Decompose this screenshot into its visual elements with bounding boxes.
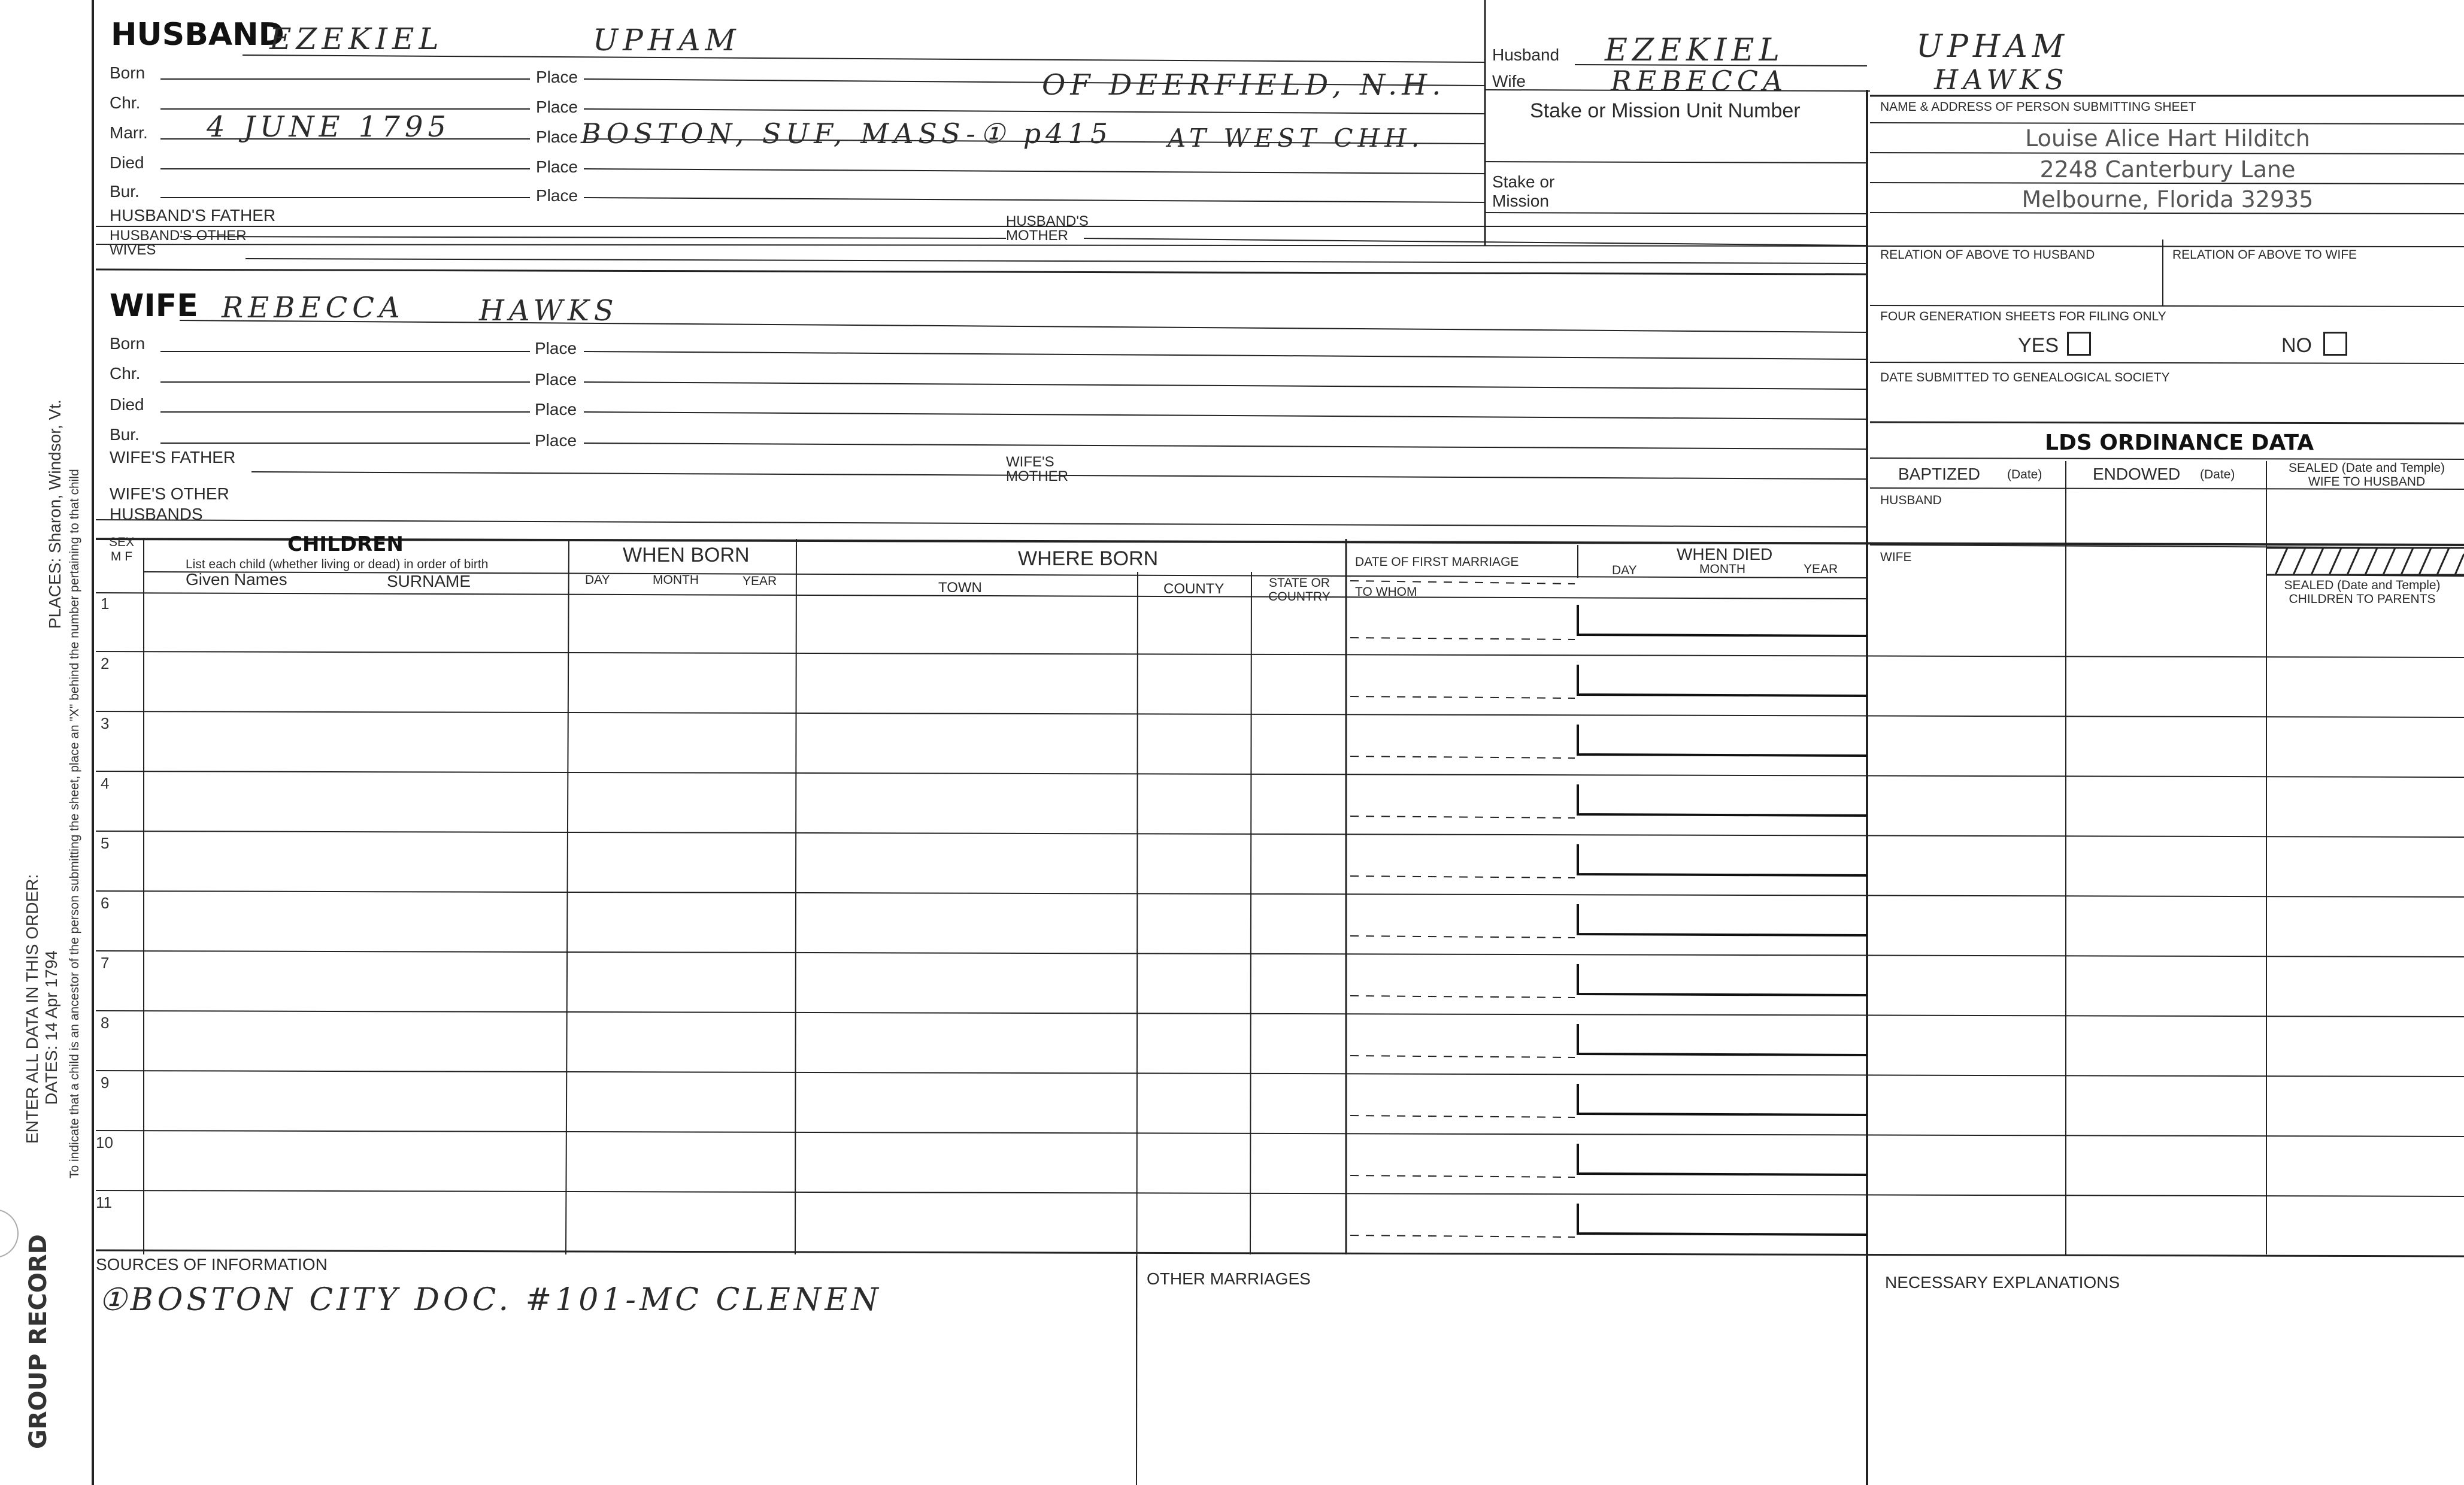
child-row-number: 3 [101, 714, 110, 732]
husband-given-name[interactable]: EZEKIEL [269, 22, 444, 56]
first-marriage-header: DATE OF FIRST MARRIAGE [1355, 555, 1519, 569]
husband-chr-label: Chr. [110, 93, 141, 112]
wife-bur-label: Bur. [110, 425, 140, 444]
child-row-number: 10 [96, 1134, 113, 1151]
sex-column-label: SEX M F [108, 535, 135, 564]
submitter-city[interactable]: Melbourne, Florida 32935 [2021, 186, 2314, 213]
child-row-number: 2 [101, 654, 110, 672]
summary-wife-given[interactable]: REBECCA [1611, 65, 1788, 97]
county-header: COUNTY [1163, 581, 1225, 597]
necessary-explanations-label: NECESSARY EXPLANATIONS [1885, 1273, 2120, 1292]
stake-unit-label: Stake or Mission Unit Number [1530, 99, 1801, 122]
husband-marr-date[interactable]: 4 JUNE 1795 [207, 110, 451, 144]
husband-surname[interactable]: UPHAM [593, 23, 741, 57]
endowed-label: ENDOWED [2093, 465, 2181, 483]
where-born-header: WHERE BORN [1018, 547, 1159, 570]
wifes-other-husbands-label: WIFE'S OTHER HUSBANDS [110, 484, 229, 523]
wife-died-label: Died [110, 395, 144, 414]
submitter-name[interactable]: Louise Alice Hart Hilditch [2025, 125, 2310, 151]
sealed-children-label: SEALED (Date and Temple) CHILDREN TO PARENTS [2284, 578, 2441, 607]
submitter-label: NAME & ADDRESS OF PERSON SUBMITTING SHEET [1880, 100, 2196, 114]
yes-checkbox[interactable] [2067, 332, 2091, 356]
child-row-number: 4 [101, 774, 110, 792]
stake-or-mission-label: Stake or Mission [1492, 172, 1555, 211]
child-row-number: 7 [101, 954, 110, 972]
born-month-header: MONTH [653, 573, 699, 587]
husband-died-place-label: Place [536, 157, 578, 176]
sources-label: SOURCES OF INFORMATION [96, 1255, 328, 1274]
other-marriages-label: OTHER MARRIAGES [1147, 1269, 1311, 1288]
died-month-header: MONTH [1699, 562, 1745, 576]
husband-born-place-label: Place [536, 68, 578, 86]
wife-chr-place-label: Place [535, 370, 577, 389]
summary-husband-surname[interactable]: UPHAM [1916, 29, 2069, 65]
enter-data-note: ENTER ALL DATA IN THIS ORDER: [23, 874, 41, 1144]
given-names-header: Given Names [186, 570, 287, 589]
husband-marr-place-note[interactable]: AT WEST CHH. [1168, 123, 1425, 153]
died-year-header: YEAR [1804, 562, 1838, 576]
no-label: NO [2281, 334, 2312, 357]
husband-born-label: Born [110, 63, 146, 82]
husband-died-label: Died [110, 153, 144, 172]
date-submitted-label: DATE SUBMITTED TO GENEALOGICAL SOCIETY [1880, 371, 2170, 384]
sources-text[interactable]: ①BOSTON CITY DOC. #101-MC CLENEN [99, 1282, 882, 1318]
dates-note: DATES: 14 Apr 1794 [42, 950, 60, 1105]
child-row-number: 8 [101, 1014, 110, 1032]
children-instructions: List each child (whether living or dead) in order of birth [186, 557, 489, 571]
baptized-date-label: (Date) [2007, 468, 2042, 481]
summary-husband-label: Husband [1492, 46, 1560, 64]
wife-given-name[interactable]: REBECCA [222, 291, 405, 325]
husband-marr-place[interactable]: BOSTON, SUF, MASS-① p415 [581, 117, 1113, 150]
to-whom-header: TO WHOM [1355, 585, 1417, 599]
wife-died-place-label: Place [535, 400, 577, 419]
born-day-header: DAY [585, 573, 610, 587]
lds-wife-label: WIFE [1880, 550, 1912, 564]
lds-ordinance-title: LDS ORDINANCE DATA [2045, 431, 2314, 455]
when-died-header: WHEN DIED [1677, 545, 1773, 563]
four-generation-label: FOUR GENERATION SHEETS FOR FILING ONLY [1880, 310, 2166, 323]
when-born-header: WHEN BORN [623, 544, 750, 566]
ancestor-instruction: To indicate that a child is an ancestor of the person submitting the sheet, place an "X" behind the number pertaining to that child [68, 469, 81, 1178]
wife-born-label: Born [110, 334, 146, 353]
wife-surname[interactable]: HAWKS [479, 294, 619, 328]
wife-chr-label: Chr. [110, 364, 141, 383]
husband-label: HUSBAND [111, 17, 284, 53]
died-day-header: DAY [1612, 563, 1637, 577]
husbands-other-wives-label: HUSBAND'S OTHER WIVES [110, 228, 247, 258]
child-row-number: 1 [101, 595, 110, 613]
husband-marr-place-label: Place [536, 128, 578, 146]
husband-bur-place-label: Place [536, 186, 578, 205]
husband-bur-label: Bur. [110, 182, 140, 201]
wife-label: WIFE [110, 288, 198, 324]
surname-header: SURNAME [387, 572, 471, 590]
baptized-label: BAPTIZED [1898, 465, 1980, 483]
child-row-number: 5 [101, 834, 110, 852]
wife-bur-place-label: Place [535, 431, 577, 450]
husband-chr-place-label: Place [536, 98, 578, 116]
wife-born-place-label: Place [535, 339, 577, 357]
state-country-header: STATE OR COUNTRY [1268, 576, 1331, 604]
lds-husband-label: HUSBAND [1880, 493, 1942, 507]
husbands-father-label: HUSBAND'S FATHER [110, 206, 276, 225]
child-row-number: 11 [96, 1193, 112, 1211]
summary-wife-label: Wife [1492, 72, 1526, 90]
wifes-mother-label: WIFE'S MOTHER [1006, 454, 1068, 484]
yes-label: YES [2018, 334, 2059, 357]
submitter-street[interactable]: 2248 Canterbury Lane [2039, 156, 2296, 183]
summary-wife-surname[interactable]: HAWKS [1934, 63, 2069, 96]
husband-marr-label: Marr. [110, 123, 148, 142]
husbands-mother-label: HUSBAND'S MOTHER [1006, 213, 1089, 244]
endowed-date-label: (Date) [2200, 468, 2235, 481]
relation-to-wife-label: RELATION OF ABOVE TO WIFE [2172, 248, 2357, 262]
child-row-number: 6 [101, 894, 110, 912]
relation-to-husband-label: RELATION OF ABOVE TO HUSBAND [1880, 248, 2095, 262]
husband-chr-place[interactable]: OF DEERFIELD, N.H. [1042, 68, 1446, 102]
town-header: TOWN [938, 580, 982, 596]
children-title: CHILDREN [287, 532, 404, 556]
sealed-wife-to-husband-label: SEALED (Date and Temple) WIFE TO HUSBAND [2288, 461, 2445, 489]
child-row-number: 9 [101, 1074, 110, 1092]
group-record-label: GROUP RECORD [25, 1234, 52, 1449]
places-note: PLACES: Sharon, Windsor, Vt. [46, 399, 64, 629]
no-checkbox[interactable] [2323, 332, 2347, 356]
born-year-header: YEAR [742, 574, 777, 588]
summary-husband-given[interactable]: EZEKIEL [1605, 32, 1784, 68]
wifes-father-label: WIFE'S FATHER [110, 448, 236, 466]
